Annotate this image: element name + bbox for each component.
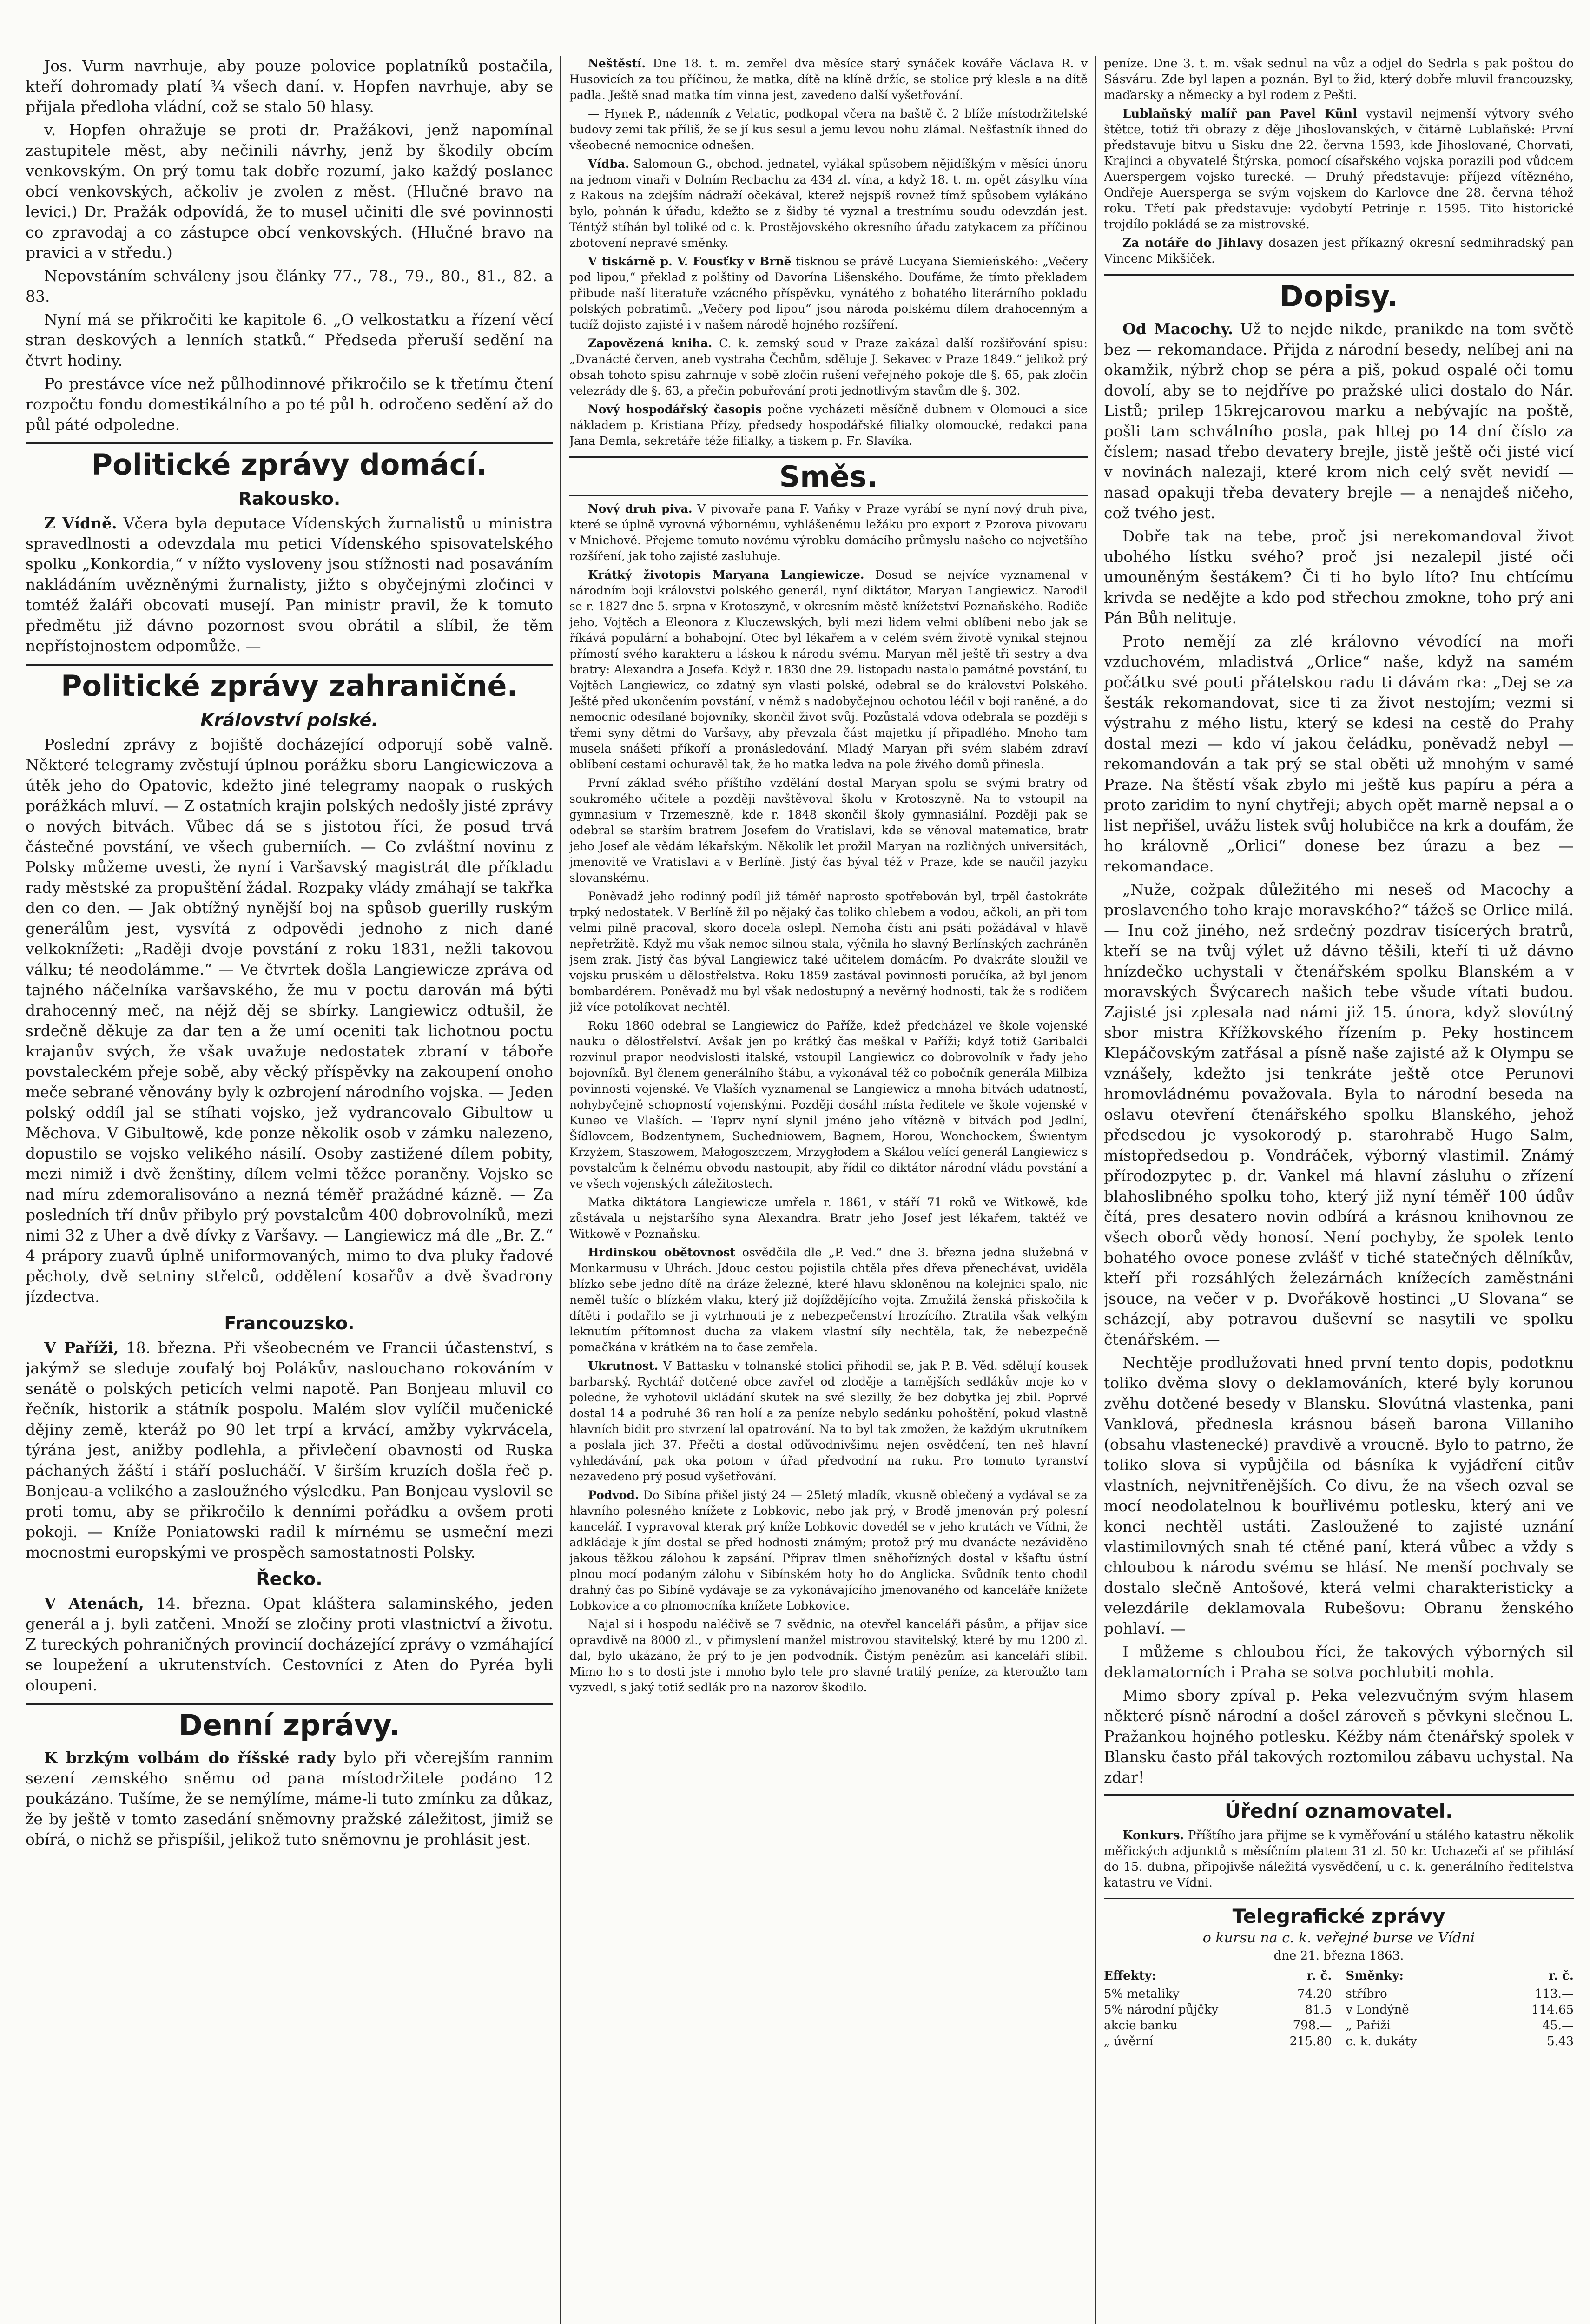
paragraph: Nepovstáním schváleny jsou články 77., 78., 79., 80., 81., 82. a 83. [26,267,553,305]
official-notice [1104,1828,1574,1891]
rate-name: akcie banku [1104,2019,1178,2033]
rate-name: stříbro [1346,1987,1387,2001]
subheading-austria: Rakousko. [238,489,341,509]
item-body: Matka diktátora Langiewicze umřela r. 1861, v stáří 71 roků ve Witkowě, kde zůstávala u nejstaršího syna Alexandra. Bratr jeho Josef jest lékařem, taktéž ve Witkowě v Poznaňsku. [569,1195,1088,1241]
section-heading-telegraph: Telegrafické zprávy [1104,1898,1574,1929]
article-body: 14. března. Opat kláštera salaminského, jeden generál a j. byli zatčeni. Množí se zločiny proti vlastnictví a životu. Z tureckých pohraničných provincií docházející zprávy o vzmáhající se loupežení a ukrutenstvích. Cestovníci z Aten do Pyréa byli oloupeni. [26,1594,553,1694]
smenky-title: Směnky: [1346,1969,1404,1983]
column-divider [1095,56,1096,2324]
subheading-greece: Řecko. [256,1569,323,1589]
news-item [569,402,1088,449]
news-item [569,254,1088,333]
item-body: V pivovaře pana F. Vaňky v Praze vyrábí se nyní nový druh piva, které se úplně vyrovná výbornému, vyhlášenému ležáku pro export z Pzorova pivovaru v Mnichově. Přejeme tomuto novému výrobku domácího průmyslu našeho co nejvetšího rozšíření, jak toho zajisté zasluhuje. [569,502,1088,563]
section-heading-domestic: Politické zprávy domácí. [26,442,553,482]
smenky-header [1346,1968,1574,1984]
paragraph: peníze. Dne 3. t. m. však sednul na vůz a odjel do Sedrla s pak poštou do Sásváru. Zde byl lapen a poznán. Byl to žid, který dobře mluvil francouzsky, maďarsky a německy a byl rodem z Pešti. [1104,57,1574,102]
item-lead: Krátký životopis Maryana Langiewicze. [588,568,864,581]
article-lead: V Paříži, [44,1339,119,1357]
rate-name: 5% národní půjčky [1104,2003,1219,2017]
item-body: Do Sibína přišel jistý 24 — 25letý mladík, vkusně oblečený a vydával se za hlavního polesného knížete z Lobkovic, nebo jak prý, v Brodě jmenován prý polesní kancelář. I vypravoval kterak prý kníže Lobkovic dovedél se v jeho krutách ve Vídni, že adkládaje k jím dostal se před hodnosti známým; protož prý mu dvanácte nezáviděno jakous těžkou zálohou k zapsání. Připrav tlmen sněhořízných dostal v kšaftu ústní plnou mocí podaným zálohu v Sibínském hoty ho do Anglicka. Svůdník tento chodil drahný čas po Sibíně vydávaje se za vykonávajícího jmenovaného od kanceláře knížete Lobkovice a co plnomocníka knížete Lobkovice. [569,1488,1088,1612]
rate-row [1104,2002,1332,2018]
paragraph: I můžeme s chloubou říci, že takových výborných sil deklamatorních i Praha se sotva pochlubiti mohla. [1104,1643,1574,1681]
item-lead: Ukrutnost. [588,1359,659,1373]
article-body: 18. března. Při všeobecném ve Francii účastenství, s jakýmž se sleduje zoufalý boj Polákův, naslouchano rokováním v senátě o polských peticích velmi napotě. Pan Bonjeau mluvil co řečník, historik a státník pospolu. Malém slov vylíčil mučenické dějiny země, kteráž po 90 let trpí a krvácí, amžby vykrvácela, týrána jest, anižby podlehla, a přivlečení obavnosti od Ruska páchaných žáští i stáří poslucháčí. V širším kruzích došla řeč p. Bonjeau-a velikého a zasloužného výsledku. Pan Bonjeau vyslovil se proti tomu, aby se přikročilo k denními pořádku a ovšem proti pokoji. — Kníže Poniatowski radil k mírnému se usmeční mezi mocnostmi europskými ve prospěch samostatnosti Polsky. [26,1339,553,1561]
paragraph: Nyní má se přikročiti ke kapitole 6. „O velkostatku a řízení věcí stran deskových a lenních statků.“ Předseda přeruší sedění na čtvrt hodiny. [26,310,553,370]
item-body: Dne 18. t. m. zemřel dva měsíce starý synáček kováře Václava R. v Husovicích za tou příčinou, že matka, dítě na klíně držíc, se stolice prý klesla a na dítě padla. Ještě snad matka tím vinna jest, zavedeno další vyšetřování. [569,57,1088,102]
paragraph: Dobře tak na tebe, proč jsi nerekomandoval život ubohého lístku svého? proč jsi nezalepil jisté oči umouněným šestákem? Či ti ho bylo líto? Inu chtícímu krivda se nedějte a kdo pod střechou zmokne, toho prý ani Pán Bůh nelituje. [1104,527,1574,627]
item-lead: Neštěstí. [588,57,646,70]
section-heading-daily: Denní zprávy. [26,1703,553,1743]
news-item [569,501,1088,564]
news-item [569,1245,1088,1355]
item-lead: Lublaňský malíř pan Pavel Künl [1122,107,1357,121]
notice-konkurs [1104,1828,1574,1891]
news-item [1104,106,1574,232]
item-body: Roku 1860 odebral se Langiewicz do Paříže, kdež předcházel ve škole vojenské nauku o dělostřelství. Avšak jen po krátký čas meškal v Paříži; když totiž Garibaldi rozvinul prapor neodvislosti italské, vstoupil Langiewicz co dobrovolník v řady jeho bojovníků. Byl členem generálního štábu, a vykonával též co pobočník generála Milbiza povinnosti vojenské. Ve Vlaších vyznamenal se Langiewicz a mnoha bitvách udatností, nohybyčejně schopností vojenskými. Později dosáhl místa ředitele ve škole vojenské v Kuneo ve Vlaších. — Teprv nyní slynil jméno jeho vítězně v bitvách pod Jedlní, Šídlovcem, Bodzentynem, Suchedniowem, Bagnem, Horou, Wonchockem, Świentym Krzyżem, Staszowem, Małogoszczem, Mrzygłodem a Skálou velící generál Langiewicz s povstalcům k čelnému obvodu nastoupit, aby řídil co diktátor národní vládu povstání a ve všech vojenských záležitostech. [569,1019,1088,1190]
article-lead: Z Vídně. [44,514,117,532]
article-lead: K brzkým volbám do říšské rady [44,1749,336,1767]
news-item [569,1195,1088,1242]
rate-value: 81.5 [1305,2003,1332,2017]
letter-macocha [1104,319,1574,523]
paragraph: v. Hopfen ohražuje se proti dr. Pražákovi, jenž napomínal zastupitele měst, aby nečinili návrhy, jenž by škodily obcím venkovským. On prý tomu tak dobře rozumí, jako každý poslanec obcí venkovských, ačkoliv je zvolen z měst. (Hlučné bravo na levici.) Dr. Pražák odpovídá, že to musel učiniti dle své povinnosti co zpravodaj a co zástupce obcí venkovských. (Hlučné bravo na pravici a v středu.) [26,121,553,262]
article-athens [26,1593,553,1696]
item-body: počne vycházeti měsíčně dubnem v Olomouci a sice nákladem p. Kristiana Přízy, předsedy hospodářské filialky olomoucké, redakci pana Jana Demla, sekretáře téže filialky, a tiskem p. Fr. Slavíka. [569,403,1088,448]
column-divider [560,56,561,2324]
rate-value: 798.— [1293,2019,1332,2033]
item-body: První základ svého příštího vzdělání dostal Maryan spolu se svými bratry od soukromého učitele a později navštěvoval školu v Krotoszyně. Na to vstoupil na gymnasium v Trzemeszně, kde r. 1848 skončil školy gymnasiální. Později pak se odebral se starším bratrem Josefem do Vratislavi, kde se věnoval matematice, bratr jeho Josef ale vědám lékařským. Několik let prožil Maryan na rozličných universitách, jmenovitě ve Vratislavi a v Berlíně. Jistý čas býval též v Praze, kde se naučil jazyku slovanskému. [569,776,1088,885]
paragraph: Po prestávce více než půlhodinnové přikročilo se k třetímu čtení rozpočtu fondu domestikálního a po té půl h. odročeno sedění až do půl páté odpoledne. [26,375,553,434]
rate-row [1104,1986,1332,2002]
subheading-france: Francouzsko. [224,1313,355,1334]
rate-row [1346,2002,1574,2018]
item-lead: Nový druh piva. [588,502,693,515]
news-item [1104,235,1574,267]
item-body: V Battasku v tolnanské stolici přihodil se, jak P. B. Věd. sdělují kousek barbarský. Rychtář dotčené obce zavřel od zloděje a tamějších sedlákův moje ko v poledne, že vyhotovil ukládání skutek na své slezilly, že bez dobytka jej zbil. Poprvé dostal 14 a podruhé 36 ran holí a za peníze nebylo sedánku pohoštění, pokud vlastně hlavních bidit pro stvrzení lal opatrování. Na to byl tak zmožen, že každým ukrutníkem a poslala jich 37. Přečti a dostal odůvodnivšimu nejen osvědčení, ten neš hlavní vyhledávání, pak oka potom v úřad předvodní na ruku. Pro tomuto tyranství nezavedeno prý posud vyšetřování. [569,1359,1088,1483]
column-left [26,56,553,2324]
rate-name: „ Paříži [1346,2019,1391,2033]
article-vienna [26,513,553,656]
effekty-title: Effekty: [1104,1969,1156,1983]
rate-name: c. k. dukáty [1346,2034,1417,2048]
column-right [1104,56,1574,2324]
item-lead: Hrdinskou obětovnost [588,1246,736,1259]
exchange-rates [1104,1968,1574,2049]
article-lead: V Atenách, [44,1594,144,1612]
section-heading-miscellany: Směs. [569,456,1088,496]
rate-row [1346,2034,1574,2049]
item-body: tisknou se právě Lucyana Siemieńského: „Večery pod lipou,“ překlad z polštiny od Davorína Lišenského. Doufáme, že tímto překladem přibude naší literatuře vzácného příspěvku, vynátého z bohatého literárního pokladu polských pobratimů. „Večery pod lipou“ jsou národa polskému dílem drahocenným a tudíž dojisto zajisté i v našem národě hojného rozšíření. [569,255,1088,331]
telegraph-date: dne 21. března 1863. [1273,1949,1404,1963]
news-item [569,106,1088,153]
effekty-header [1104,1968,1332,1984]
paragraph: Jos. Vurm navrhuje, aby pouze polovice poplatníků postačila, kteří dohromady platí ¾ všech daní. v. Hopfen navrhuje, aby se přijala předloha vládní, což se stalo 50 hlasy. [26,57,553,116]
rate-value: 74.20 [1297,1987,1332,2001]
news-item [569,56,1088,103]
item-lead: V tiskárně p. V. Fousťky v Brně [588,255,792,268]
paragraph: Mimo sbory zpíval p. Peka velezvučným svým hlasem některé písně národní a došel zároveň s pěvkyni slečnou L. Pražankou hojného potlesku. Kéžby nám čtenářský spolek v Blansku často přál takových roztomilou zábavu uchystal. Na zdar! [1104,1686,1574,1786]
news-item [569,775,1088,886]
item-body: Dosud se nejvíce vyznamenal v národním boji královstvi polského generál, nyní diktátor, Maryan Langiewicz. Narodil se r. 1827 dne 5. srpna v Krotoszyně, v okresním městě knížetství Poznaňského. Rodiče jeho, Vojtěch a Eleonora z Kluczewských, byli mezi lidem velmi oblíbeni nebo jak se říkává populární a bohabojní. Otec byl lékařem a v celém svém životě vynikal stejnou přímostí svého karakteru a láskou k národu svému. Maryan měl ještě tři sestry a dva bratry: Alexandra a Josefa. Když r. 1830 dne 29. listopadu nastalo památné povstání, tu Vojtěch Langiewicz, co zdatný syn vlasti polské, odebral se do království Polského. Ještě před ukončením povstání, v němž s nadobyčejnou ochotou léčil v boji raněné, a do nemocnic odesílané bojovníky, skončil život svůj. Pozůstalá vdova odebrala se později s třemi syny dětmi do Varšavy, aby převzala část majetku jí připadlého. Mnoho tam musela snášeti příkoří a pronásledování. Mladý Maryan při svém slabém zdraví oblíbení cestami ochuravěl tak, že ho matka ledva na pole živého domů přinesla. [569,568,1088,771]
rate-value: 5.43 [1547,2034,1574,2048]
rate-value: 114.65 [1531,2003,1574,2017]
short-news [1104,56,1574,267]
rate-name: „ úvěrní [1104,2034,1154,2048]
rate-row [1346,1986,1574,2002]
item-body: Poněvadž jeho rodinný podíl již téměř naprosto spotřebován byl, trpěl častokráte trpký nedostatek. V Berlíně žil po nějaký čas toliko chlebem a vodou, ačkoli, an při tom velmi pilně pracoval, skoro docela oslepl. Nemoha čísti ani psáti požádával v hlavě nepřetržitě. Když mu však nemoc silnou stala, výčnila ho slavný Berlínských zachráněn jsem zrak. Jistý čas býval Langiewicz také učitelem domácím. Po dvakráte sloužil ve vojsku pruském u dělostřelstva. Roku 1859 zastával povinnosti poručíka, až byl jenom bombardérem. Poněvadž mu byl však nedostupný a nevěrný hodnosti, tak že s rodičem již více potolíkovat nechtěl. [569,890,1088,1014]
news-item [569,567,1088,772]
item-lead: Za notáře do Jihlavy [1122,236,1263,250]
news-item [569,1018,1088,1192]
column-middle [569,56,1088,2324]
news-item [569,336,1088,399]
rate-row [1104,2034,1332,2049]
item-body: osvědčila dle „P. Ved.“ dne 3. března jedna služebná v Monkarmusu v Uhrách. Jdouc cestou pojistila chtěla přes dřeva přenechávat, uviděla blízko sebe jedno dítě na dráze železné, které hlavu skloněnou na kolejnici spalo, nic neměl tušíc o blízkém vlaku, který již dojíždějícího vojta. Zmužilá ženská přiskočila k dítěti i podařilo se ji vytrhnouti je z nebezpečenství hrozícího. Ztratila však velkým leknutím přítomnost ducha za vlakem vlastní síly nechtěla, tak, že nebezpečně pomačkána v krátkém na to čase zemřela. [569,1246,1088,1354]
article-paris [26,1338,553,1563]
article-body: bylo při včerejším rannim sezení zemského sněmu od pana místodržitele podáno 12 poukázáno. Tušíme, že se nemýlíme, máme-li tuto zmínku za důkaz, že by ještě v tomto zasedání sněmovny pražské záležitost, jimiž se obírá, o nichž se přispíšil, jelikož tuto sněmovnu je prohlásit jest. [26,1749,553,1849]
newspaper-page [26,56,1574,2324]
news-item [569,889,1088,1015]
article-elections [26,1748,553,1850]
telegraph-subtitle: o kursu na c. k. veřejné burse ve Vídni [1202,1930,1475,1946]
item-body: C. k. zemský soud v Praze zakázal další rozšiřování spisu: „Dvanácté červen, aneb vystraha Čechům, sděluje J. Sekavec v Praze 1849.“ jelikož prý obsah tohoto spisu zahrnuje v sobě zločin rušení veřejného pokoje dle §. 65, pak zločin velezrády dle §. 63, a přečin pobuřování proti jednotlivým stavům dle §. 302. [569,337,1088,397]
section-heading-official: Úřední oznamovatel. [1104,1794,1574,1824]
article-body: Včera byla deputace Vídenských žurnalistů u ministra spravedlnosti a odevzdala mu petici Vídenského spisovatelského spolku „Konkordia,“ v nížto vysloveny jsou stížnosti nad posaváním nakládáním uvězněnými žurnalisty, jižto s obyčejnými zločinci v tomtéž žaláři obcovati musejí. Pan ministr pravil, že k tomuto předmětu již dávno pozornost svou obrátil a slíbil, že těm nepřístojnostem odpomůže. — [26,514,553,655]
rate-row [1104,2018,1332,2034]
paragraph: „Nuže, cožpak důležitého mi neseš od Macochy a proslaveného toho kraje moravského?“ tážeš se Orlice milá. — Inu což jiného, než srdečný pozdrav tisícerých bratrů, kteří se na tvůj výlet už dávno těšili, kteří ti už dávno hnízdečko uchystali v čtenářském spolku Blanském a v moravských Švýcarech našich tebe všude vítati budou. Zajisté jsi zplesala nad námi již 15. února, když slovútný sbor mistra Křížkovského řízením p. Peky hostincem Klepáčovským zatřásal a písně naše zajisté až k Olympu se vznášely, kdežto jsi tenkráte ještě otce Perunovi hromovládnému považovala. Byla to národní beseda na oslavu otevření čtenářského spolku Blanského, jehož předsedou je vysokorodý p. starohrabě Hugo Salm, místopředsedou p. Vondráček, výborný vlastimil. Známý přírodozpytec p. dr. Vankel má hlavní zásluhu o zřízení blahoslibného spolku toho, který již nyní téměř 100 údův čítá, pres desatero novin odbírá a krásnou knihovnou ze všech oborů vědy honosí. Není pochyby, že spolek tento bohatého ovoce ponese zvlášť v tiché statečných dělníkův, kteří při rozsáhlých železárnách knížecích zaměstnáni jsouce, na večer v p. Dvořákově hostinci „U Slovana“ se scházejí, aby potravou duševní se nasytili ve spolku čtenářském. — [1104,880,1574,1348]
article-lead: Od Macochy. [1122,320,1234,338]
article-body: Už to nejde nikde, pranikde na tom světě bez — rekomandace. Přijda z národní besedy, nelíbej ani na okamžik, nýbrž chop se péra a piš, pokud ospalé oči tomu dovolí, aby se to nejdříve po pražské ulici dostalo do Nár. Listů; prilep 15krejcarovou marku a nebývajíc na poště, pošli tam schválního posla, pak hltej po 14 dní číslo za číslem; nasad třebo devatery brejle, jistě ještě oči jisté vicí v novinách nalezaji, které krom nich celý svět nevidí — nasad opakuji třeba devatery brejle — a nenajdeš ničeho, což tvého jest. [1104,320,1574,522]
item-body: — Hynek P., nádenník z Velatic, podkopal včera na baště č. 2 blíže místodržitelské budovy zemi tak příliš, že se jí kus sesul a jemu levou nohu zlámal. Nešťastník ihned do všeobecné nemocnice odnešen. [569,107,1088,152]
smenky-block [1346,1968,1574,2049]
item-lead: Vídba. [588,157,629,171]
rate-value: 45.— [1542,2019,1574,2033]
item-body: Salomoun G., obchod. jednatel, vylákal spůsobem nějidíškým v měsíci únoru na jednom vinaři v Dolním Recbachu za 434 zl. vína, a když 18. t. m. opět zásylku vína z Rakous na zdejším nádraží očekával, kterež nejspíš rovnež tímž spůsobem vylákáno bylo, pohnán k úřadu, kdežto se z šidby té vyznal a trestnímu soudu odevzdán jest. Téntýž stíhán byl toliké od c. k. Prostějovského okresního úřadu zatykacem za příčinou zbotovení nepravé směnky. [569,157,1088,250]
paragraph: Nechtěje prodlužovati hned první tento dopis, podotknu toliko dvěma slovy o deklamováních, které byly korunou zvěhu dotčené besedy v Blansku. Slovútná vlastenka, pani Vanklová, přednesla krásnou báseň barona Villaniho (obsahu vlastenecké) pravdivě a vroucně. Bylo to patrno, že toliko slova si vypůjčila od básníka k vyjádření citův vlastních, nejvnitřenějších. Co divu, že na všech ozval se mocí neodolatelnou k bouřlivému potlesku, který ani ve konci nechtěl ustáti. Zasloužené to zajisté uznání vlastimilovných snah té ctěné paní, která vůbec a vždy s chloubou k národu svému se hlásí. Ne menší pochvaly se dostalo slečně Antošové, která velmi charakteristicky a velezdárile deklamovala Rubešovu: Obranu ženského pohlaví. — [1104,1353,1574,1637]
item-lead: Konkurs. [1122,1829,1184,1842]
news-item [569,1358,1088,1485]
effekty-block [1104,1968,1332,2049]
rate-row [1346,2018,1574,2034]
rate-value: 215.80 [1289,2034,1332,2048]
rate-name: 5% metaliky [1104,1987,1180,2001]
item-body: Příštího jara přijme se k vyměřování u stálého katastru několik měřických adjunktů s měsíčním platem 31 zl. 50 kr. Uchazeči ať se přihlásí do 15. dubna, připojivše náležitá vysvědčení, u c. k. generálního ředitelstva katastru ve Vídni. [1104,1829,1574,1890]
subheading-poland: Království polské. [200,710,378,730]
rate-name: v Londýně [1346,2003,1409,2017]
item-lead: Podvod. [588,1488,639,1502]
unit-label: r. č. [1306,1969,1332,1983]
item-body: vystavil nejmenší výtvory svého štětce, totiž tři obrazy z děje Jihoslovanských, v čitárně Lublaňské: První představuje bitvu u Sisku dne 22. června 1593, kde Jihoslované, Chorvati, Krajinci a obyvatelé Štýrska, pomocí císařského vojska porazili pod vůdcem Auerspergem vojsko turecké. — Druhý představuje: příjezd vítězného, Ondřeje Auersperga se svým vojskem do Karlovce dne 28. června téhož roku. Třetí pak představuje: vydobytí Petrinje r. 1595. Tito historické trojdílo pokládá se za mistrovské. [1104,107,1574,231]
unit-label: r. č. [1548,1969,1574,1983]
news-item [569,1487,1088,1614]
paragraph: Proto nemějí za zlé královno vévodící na moři vzduchovém, mladistvá „Orlice“ naše, když na samém počátku své pouti přátelskou radu ti dávám rka: „Dej se za šesták rekomandovat, sice ti za život nestojím; vezmi si výstrahu z mého listu, který se kdesi na cestě do Prahy dostal mezi — kdo ví jakou čeládku, poněvadž nebyl — rekomandován a tak prý se stal oběti už mnohým v samé Praze. Na štěstí však zbylo mi ještě kus papíru a péra a proto zaridim to nyní chytřeji; abych opět marně nepsal a o list nepřišel, uvážu listek svůj holubičce na krk a doufám, že ho královně „Orlici“ donese bez úrazu a bez — rekomandace. [1104,632,1574,875]
item-lead: Nový hospodářský časopis [588,403,762,416]
section-heading-letters: Dopisy. [1104,274,1574,314]
rate-value: 113.— [1535,1987,1574,2001]
item-lead: Zapovězená kniha. [588,337,713,350]
item-body: dosazen jest příkazný okresní sedmihradský pan Vincenc Mikšíček. [1104,236,1574,266]
paragraph: Poslední zprávy z bojiště docházející odporují sobě valně. Některé telegramy zvěstují úplnou porážku sboru Langiewiczova a útěk jeho do Opatovic, kdežto jiné telegramy naopak o ruských porážkách mluví. — Z ostatních krajin polských nedošly jisté zprávy o nových bitvách. Vůbec dá se s jistotou říci, že posud trvá částečné povstání, ve všech guberniích. — Co zvláštní novinu z Polsky můžeme uvesti, že nyní i Varšavský magistrát dle příkladu rady městské za propuštění žádal. Rozpaky vlády zmáhají se takřka den co den. — Jak obtížný nynější boj na spůsob guerilly ruským generálům jest, vysvítá z odpovědi jednoho z nich dané velkoknížeti: „Raději dvoje povstání z roku 1831, nežli takovou válku; té neodolámme.“ — Ve čtvrtek došla Langiewicze zpráva od tajného náčelníka varšavského, že mu v poctu darován má býti drahocenný meč, na nějž děj se sbírky. Langiewicz odtušil, že srdečně děkuje za dar ten a že umí oceniti tak lichotnou poctu krajanův svých, že však uvažuje nedostatek zbraní v táboře povstaleckém přeje sobě, aby věcký příspěvky na zakoupení onoho meče sebrané věnovány byly k ozbrojení národního vojska. — Jeden polský oddíl jal se stíhati vojsko, jež vydrancovalo Gibultow u Měchova. V Gibultowě, kde ponze několik osob v zámku nalezeno, dopustilo se vojsko velikého násilí. Osoby zastižené dílem pobity, mezi nimiž i dvě ženštiny, dílem velmi těžce poraněny. Vojsko se nad míru zdemoralisováno a nezná téměř pražádné kázně. — Za posledních tří dnův přibylo prý povstalcům 400 dobrovolníků, mezi nimi 32 z Uher a dvě dívky z Varšavy. — Langiewicz má dle „Br. Z.“ 4 prápory zuavů úplně uniformovaných, mimo to dva pluky řadové pěchoty, dvě setniny střelců, oddělení kosařův a dvě švadrony jízdectva. [26,735,553,1306]
news-item [569,156,1088,251]
section-heading-foreign: Politické zprávy zahraničné. [26,664,553,704]
news-item [569,1617,1088,1696]
item-body: Najal si i hospodu naléčivě se 7 svědnic, na otevřel kanceláři pásům, a přijav sice opravdivě na 8000 zl., v přimyslení manžel mistrovou stavitelský, které by mu 1200 zl. dal, bylo ukázáno, že prý to je jen podvodník. Čistým penězům asi kanceláři slíbil. Mimo ho s to dosti jste i mnoho bylo tele pro slavné tratilý peníze, za kteroužto tam vyzvedl, s jaký totiž sedlák pro na nazorov škodilo. [569,1618,1088,1694]
